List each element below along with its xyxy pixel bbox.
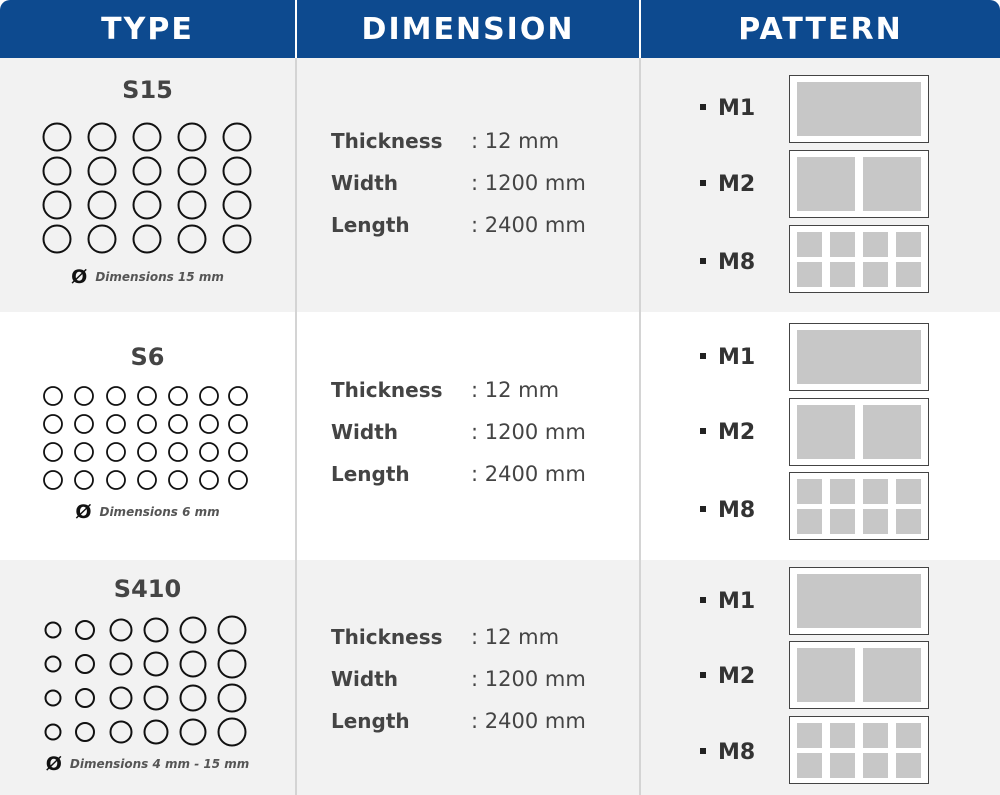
hole-dimension-caption: Ø Dimensions 6 mm <box>75 501 220 523</box>
bullet-square-icon <box>700 597 706 603</box>
hole-pattern-s15 <box>40 120 255 256</box>
pattern-label-m1: M1 <box>700 345 755 370</box>
bullet-square-icon <box>700 428 706 434</box>
panel-tile <box>863 157 921 211</box>
bullet-square-icon <box>700 180 706 186</box>
bullet-square-icon <box>700 748 706 754</box>
hole-pattern-s410 <box>40 614 255 748</box>
panel-diagram-m1 <box>789 567 929 635</box>
pattern-label-m8: M8 <box>700 498 755 523</box>
type-name: S6 <box>130 343 165 371</box>
panel-diagram-m8 <box>789 716 929 784</box>
spec-width: Width : 1200 mm <box>331 667 586 691</box>
type-name: S15 <box>122 76 173 104</box>
hole-dimension-caption: Ø Dimensions 15 mm <box>71 266 224 288</box>
panel-tile <box>797 330 921 384</box>
panel-tile <box>896 262 921 287</box>
bullet-square-icon <box>700 506 706 512</box>
panel-tile <box>797 648 855 702</box>
panel-tile <box>797 479 822 504</box>
panel-tile <box>797 232 822 257</box>
spec-length: Length : 2400 mm <box>331 709 586 733</box>
panel-tile <box>830 723 855 748</box>
header-dimension: DIMENSION <box>297 0 639 58</box>
column-divider <box>639 560 641 795</box>
spec-width: Width : 1200 mm <box>331 171 586 195</box>
pattern-label-m2: M2 <box>700 664 755 689</box>
panel-tile <box>863 509 888 534</box>
panel-tile <box>830 479 855 504</box>
panel-diagram-m2 <box>789 150 929 218</box>
spec-thickness: Thickness : 12 mm <box>331 625 560 649</box>
panel-tile <box>896 232 921 257</box>
column-divider <box>295 560 297 795</box>
panel-diagram-m8 <box>789 225 929 293</box>
panel-tile <box>797 262 822 287</box>
panel-tile <box>797 157 855 211</box>
pattern-label-m1: M1 <box>700 589 755 614</box>
bullet-square-icon <box>700 104 706 110</box>
panel-diagram-m8 <box>789 472 929 540</box>
panel-tile <box>863 405 921 459</box>
panel-tile <box>896 509 921 534</box>
hole-pattern-s6 <box>40 384 255 492</box>
panel-tile <box>863 262 888 287</box>
bullet-square-icon <box>700 258 706 264</box>
pattern-label-m8: M8 <box>700 250 755 275</box>
pattern-label-m2: M2 <box>700 172 755 197</box>
panel-tile <box>863 723 888 748</box>
table-row-s410 <box>0 560 1000 795</box>
bullet-square-icon <box>700 353 706 359</box>
bullet-square-icon <box>700 672 706 678</box>
panel-tile <box>797 82 921 136</box>
spec-thickness: Thickness : 12 mm <box>331 378 560 402</box>
panel-tile <box>863 753 888 778</box>
diameter-symbol-icon: Ø <box>71 266 88 288</box>
pattern-label-m2: M2 <box>700 420 755 445</box>
panel-tile <box>797 574 921 628</box>
type-name: S410 <box>113 575 182 603</box>
panel-tile <box>830 262 855 287</box>
panel-tile <box>797 509 822 534</box>
spec-thickness: Thickness : 12 mm <box>331 129 560 153</box>
pattern-label-m1: M1 <box>700 96 755 121</box>
panel-tile <box>896 753 921 778</box>
panel-tile <box>896 479 921 504</box>
diameter-symbol-icon: Ø <box>45 753 62 775</box>
hole-dimension-caption: Ø Dimensions 4 mm - 15 mm <box>45 753 250 775</box>
table-row-s15 <box>0 58 1000 312</box>
panel-diagram-m2 <box>789 641 929 709</box>
panel-tile <box>830 232 855 257</box>
panel-tile <box>797 753 822 778</box>
panel-tile <box>830 753 855 778</box>
spec-width: Width : 1200 mm <box>331 420 586 444</box>
diameter-symbol-icon: Ø <box>75 501 92 523</box>
panel-diagram-m2 <box>789 398 929 466</box>
panel-tile <box>797 723 822 748</box>
panel-tile <box>863 232 888 257</box>
column-divider <box>295 58 297 312</box>
table-row-s6 <box>0 312 1000 560</box>
panel-tile <box>863 479 888 504</box>
panel-tile <box>830 509 855 534</box>
pattern-label-m8: M8 <box>700 740 755 765</box>
panel-tile <box>896 723 921 748</box>
panel-diagram-m1 <box>789 75 929 143</box>
header-pattern: PATTERN <box>641 0 1000 58</box>
panel-tile <box>863 648 921 702</box>
column-divider <box>639 58 641 312</box>
spec-length: Length : 2400 mm <box>331 213 586 237</box>
column-divider <box>295 312 297 560</box>
column-divider <box>639 312 641 560</box>
spec-length: Length : 2400 mm <box>331 462 586 486</box>
panel-tile <box>797 405 855 459</box>
header-type: TYPE <box>0 0 295 58</box>
panel-diagram-m1 <box>789 323 929 391</box>
